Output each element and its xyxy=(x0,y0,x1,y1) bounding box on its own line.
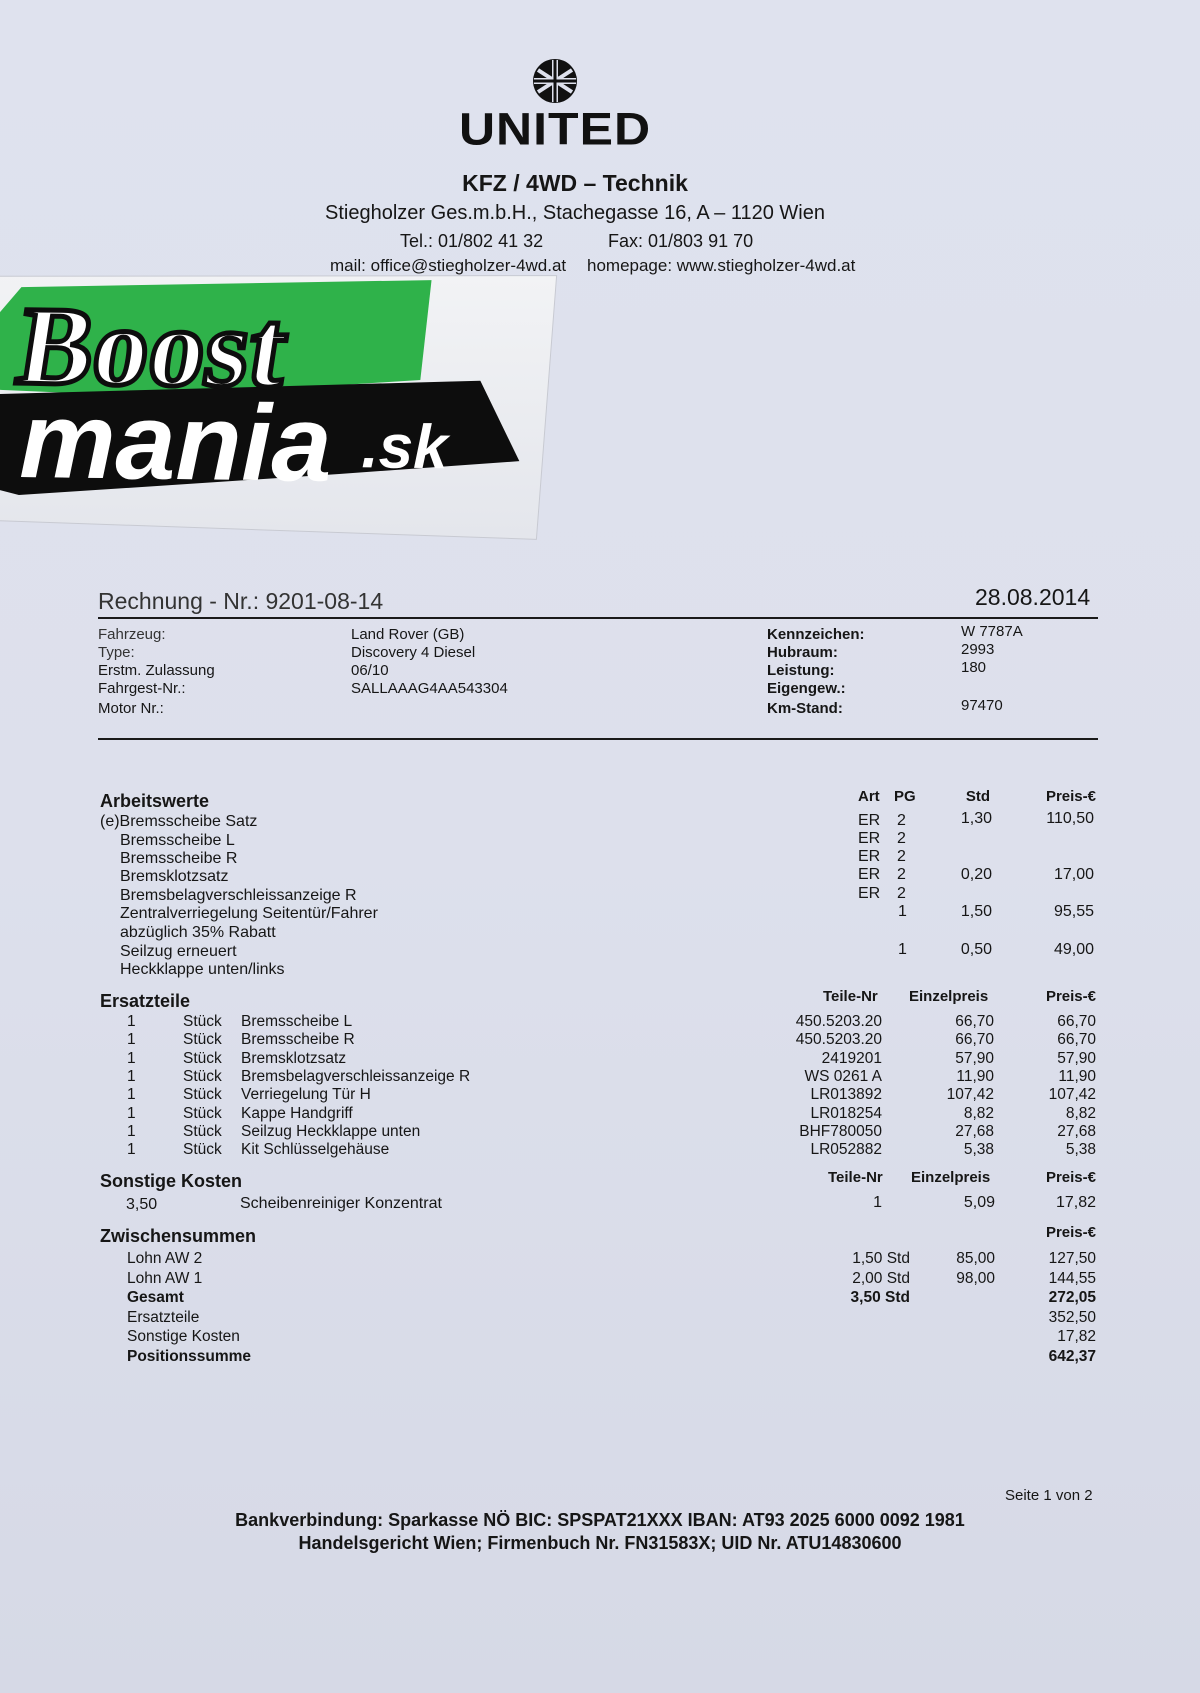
value-km-stand: 97470 xyxy=(961,697,1003,714)
value-erstzulassung: 06/10 xyxy=(351,662,389,679)
section-ersatzteile-title: Ersatzteile xyxy=(100,991,191,1011)
labor-pg: 1 xyxy=(898,903,907,920)
subtotal-hours: 2,00 Std xyxy=(852,1269,910,1287)
part-teilenr: WS 0261 A xyxy=(804,1067,882,1085)
part-teilenr: BHF780050 xyxy=(799,1122,882,1140)
misc-teilenr: 1 xyxy=(873,1194,882,1211)
labor-art: ER xyxy=(858,885,881,902)
part-einzelpreis: 5,38 xyxy=(963,1141,994,1159)
value-fahrzeug: Land Rover (GB) xyxy=(351,626,465,643)
labor-description: Bremsscheibe R xyxy=(120,850,238,867)
labor-description: Bremsscheibe L xyxy=(120,832,235,849)
subtotal-rate: 85,00 xyxy=(956,1250,995,1267)
labor-pg: 2 xyxy=(897,885,906,902)
subtotal-preis: 127,50 xyxy=(1048,1250,1096,1267)
subtotal-label: Positionssumme xyxy=(127,1347,252,1365)
part-description: Bremsscheibe R xyxy=(241,1031,355,1049)
part-unit: Stück xyxy=(183,1049,222,1067)
header-rule xyxy=(98,617,1098,619)
sticker-suffix: .sk xyxy=(361,412,449,483)
col-header-preis: Preis-€ xyxy=(1045,1169,1096,1186)
misc-quantity: 3,50 xyxy=(126,1196,158,1213)
value-leistung: 180 xyxy=(961,659,987,676)
col-header-pg: PG xyxy=(894,788,916,805)
part-description: Bremsklotzsatz xyxy=(241,1049,347,1067)
subtotal-preis: 272,05 xyxy=(1048,1289,1096,1306)
labor-preis: 110,50 xyxy=(1046,810,1094,827)
col-header-preis: Preis-€ xyxy=(1045,988,1096,1005)
invoice-date: 28.08.2014 xyxy=(975,584,1091,610)
labor-description: (e)Bremsscheibe Satz xyxy=(100,813,258,830)
labor-art: ER xyxy=(858,812,881,829)
fax-number: Fax: 01/803 91 70 xyxy=(608,231,754,251)
value-kennzeichen: W 7787A xyxy=(961,623,1023,640)
labor-description: Seilzug erneuert xyxy=(120,943,237,960)
part-preis: 27,68 xyxy=(1057,1122,1096,1140)
labor-pg: 2 xyxy=(897,866,906,883)
labor-preis: 17,00 xyxy=(1053,866,1094,883)
part-description: Kappe Handgriff xyxy=(241,1104,353,1122)
part-einzelpreis: 66,70 xyxy=(955,1031,994,1049)
col-header-teilenr: Teile-Nr xyxy=(828,1169,883,1186)
subtotal-label: Lohn AW 2 xyxy=(127,1250,203,1267)
label-fahrzeug: Fahrzeug: xyxy=(98,626,166,643)
col-header-teilenr: Teile-Nr xyxy=(823,988,878,1005)
labor-std: 1,50 xyxy=(960,903,992,920)
part-preis: 5,38 xyxy=(1065,1141,1096,1159)
part-einzelpreis: 27,68 xyxy=(955,1122,994,1140)
subtotal-preis: 17,82 xyxy=(1057,1328,1096,1345)
part-quantity: 1 xyxy=(127,1013,136,1030)
registry-details: Handelsgericht Wien; Firmenbuch Nr. FN31583X; UID Nr. ATU14830600 xyxy=(298,1533,902,1553)
union-jack-logo-icon xyxy=(532,58,578,104)
part-description: Kit Schlüsselgehäuse xyxy=(241,1141,390,1159)
subtotal-label: Sonstige Kosten xyxy=(127,1328,240,1345)
part-quantity: 1 xyxy=(127,1141,136,1159)
part-description: Verriegelung Tür H xyxy=(241,1086,371,1104)
value-type: Discovery 4 Diesel xyxy=(351,644,476,661)
subtotal-hours: 1,50 Std xyxy=(852,1250,910,1267)
labor-description: Heckklappe unten/links xyxy=(120,961,285,978)
section-sonstige-title: Sonstige Kosten xyxy=(100,1171,243,1191)
subtotal-label: Lohn AW 1 xyxy=(127,1269,203,1287)
labor-description: abzüglich 35% Rabatt xyxy=(120,924,276,941)
part-preis: 57,90 xyxy=(1057,1049,1096,1067)
labor-description: Bremsklotzsatz xyxy=(120,868,229,885)
part-quantity: 1 xyxy=(127,1031,136,1049)
labor-preis: 95,55 xyxy=(1053,903,1094,920)
part-preis: 66,70 xyxy=(1057,1013,1096,1030)
page-indicator: Seite 1 von 2 xyxy=(1005,1487,1093,1504)
labor-pg: 2 xyxy=(897,812,906,829)
label-kennzeichen: Kennzeichen: xyxy=(767,626,865,643)
label-km-stand: Km-Stand: xyxy=(767,700,843,717)
part-teilenr: LR052882 xyxy=(810,1141,882,1159)
part-teilenr: LR018254 xyxy=(810,1104,882,1122)
label-hubraum: Hubraum: xyxy=(767,644,838,661)
label-erstzulassung: Erstm. Zulassung xyxy=(98,662,215,679)
bank-details: Bankverbindung: Sparkasse NÖ BIC: SPSPAT21XXX IBAN: AT93 2025 6000 0092 1981 xyxy=(235,1510,965,1530)
part-einzelpreis: 107,42 xyxy=(946,1086,994,1104)
label-type: Type: xyxy=(98,644,135,661)
labor-description: Zentralverriegelung Seitentür/Fahrer xyxy=(120,905,378,922)
part-preis: 8,82 xyxy=(1065,1104,1096,1122)
part-description: Seilzug Heckklappe unten xyxy=(241,1122,421,1140)
part-description: Bremsscheibe L xyxy=(241,1013,353,1030)
value-hubraum: 2993 xyxy=(961,641,995,658)
labor-art: ER xyxy=(858,866,881,883)
labor-description: Bremsbelagverschleissanzeige R xyxy=(120,887,357,904)
homepage-link: homepage: www.stiegholzer-4wd.at xyxy=(587,256,856,275)
labor-preis: 49,00 xyxy=(1053,941,1094,958)
part-quantity: 1 xyxy=(127,1067,136,1085)
col-header-einzelpreis: Einzelpreis xyxy=(911,1169,991,1186)
invoice-number: Rechnung - Nr.: 9201-08-14 xyxy=(98,588,384,614)
part-unit: Stück xyxy=(183,1086,222,1104)
part-teilenr: 2419201 xyxy=(821,1049,882,1067)
col-header-art: Art xyxy=(858,788,880,805)
part-teilenr: 450.5203.20 xyxy=(795,1031,882,1049)
phone-number: Tel.: 01/802 41 32 xyxy=(400,231,544,251)
part-einzelpreis: 8,82 xyxy=(963,1104,994,1122)
vehicle-rule xyxy=(98,738,1098,740)
part-quantity: 1 xyxy=(127,1049,136,1067)
subtotal-rate: 98,00 xyxy=(956,1269,995,1287)
part-preis: 107,42 xyxy=(1048,1086,1096,1104)
labor-pg: 1 xyxy=(898,941,907,958)
part-einzelpreis: 66,70 xyxy=(955,1013,994,1030)
labor-art: ER xyxy=(858,848,881,865)
col-header-preis: Preis-€ xyxy=(1045,1224,1096,1241)
label-motor: Motor Nr.: xyxy=(98,700,164,717)
part-unit: Stück xyxy=(183,1031,222,1049)
part-unit: Stück xyxy=(183,1141,222,1159)
part-unit: Stück xyxy=(183,1104,222,1122)
subtotal-preis: 642,37 xyxy=(1048,1347,1096,1365)
labor-std: 0,50 xyxy=(960,941,992,958)
brand-name: UNITED xyxy=(458,103,652,155)
part-einzelpreis: 11,90 xyxy=(956,1067,994,1085)
labor-pg: 2 xyxy=(897,830,906,847)
email-address: mail: office@stiegholzer-4wd.at xyxy=(330,256,567,275)
section-arbeitswerte-title: Arbeitswerte xyxy=(100,791,210,811)
col-header-einzelpreis: Einzelpreis xyxy=(909,988,989,1005)
label-leistung: Leistung: xyxy=(767,662,835,679)
part-description: Bremsbelagverschleissanzeige R xyxy=(241,1067,471,1085)
subtotal-label: Ersatzteile xyxy=(127,1308,200,1326)
misc-description: Scheibenreiniger Konzentrat xyxy=(240,1195,442,1212)
label-eigengewicht: Eigengew.: xyxy=(767,680,846,697)
boostmania-sticker xyxy=(0,264,562,546)
part-preis: 66,70 xyxy=(1057,1031,1096,1049)
part-quantity: 1 xyxy=(127,1122,136,1140)
labor-art: ER xyxy=(858,830,881,847)
company-address: Stiegholzer Ges.m.b.H., Stachegasse 16, A – 1120 Wien xyxy=(325,202,825,224)
part-preis: 11,90 xyxy=(1058,1067,1096,1085)
label-fahrgestell: Fahrgest-Nr.: xyxy=(98,680,186,697)
misc-einzelpreis: 5,09 xyxy=(963,1194,995,1211)
subtotal-preis: 352,50 xyxy=(1048,1308,1096,1326)
value-fahrgestell: SALLAAAG4AA543304 xyxy=(351,680,508,697)
col-header-std: Std xyxy=(965,788,990,805)
part-unit: Stück xyxy=(183,1067,222,1085)
part-unit: Stück xyxy=(183,1013,222,1030)
misc-preis: 17,82 xyxy=(1055,1194,1096,1211)
sticker-word-boost: Boost xyxy=(9,284,297,412)
subtotal-hours: 3,50 Std xyxy=(850,1289,910,1306)
part-quantity: 1 xyxy=(127,1086,136,1104)
part-teilenr: LR013892 xyxy=(810,1086,882,1104)
part-einzelpreis: 57,90 xyxy=(955,1049,994,1067)
subtotal-preis: 144,55 xyxy=(1048,1269,1096,1287)
labor-pg: 2 xyxy=(897,848,906,865)
col-header-preis: Preis-€ xyxy=(1045,788,1096,805)
part-quantity: 1 xyxy=(127,1104,136,1122)
company-subtitle: KFZ / 4WD – Technik xyxy=(462,170,688,196)
labor-std: 0,20 xyxy=(960,866,992,883)
section-zwischensummen-title: Zwischensummen xyxy=(100,1226,257,1246)
part-teilenr: 450.5203.20 xyxy=(795,1013,882,1030)
part-unit: Stück xyxy=(183,1122,222,1140)
sticker-word-mania: mania xyxy=(18,379,333,504)
subtotal-label: Gesamt xyxy=(127,1289,184,1306)
labor-std: 1,30 xyxy=(960,810,992,827)
